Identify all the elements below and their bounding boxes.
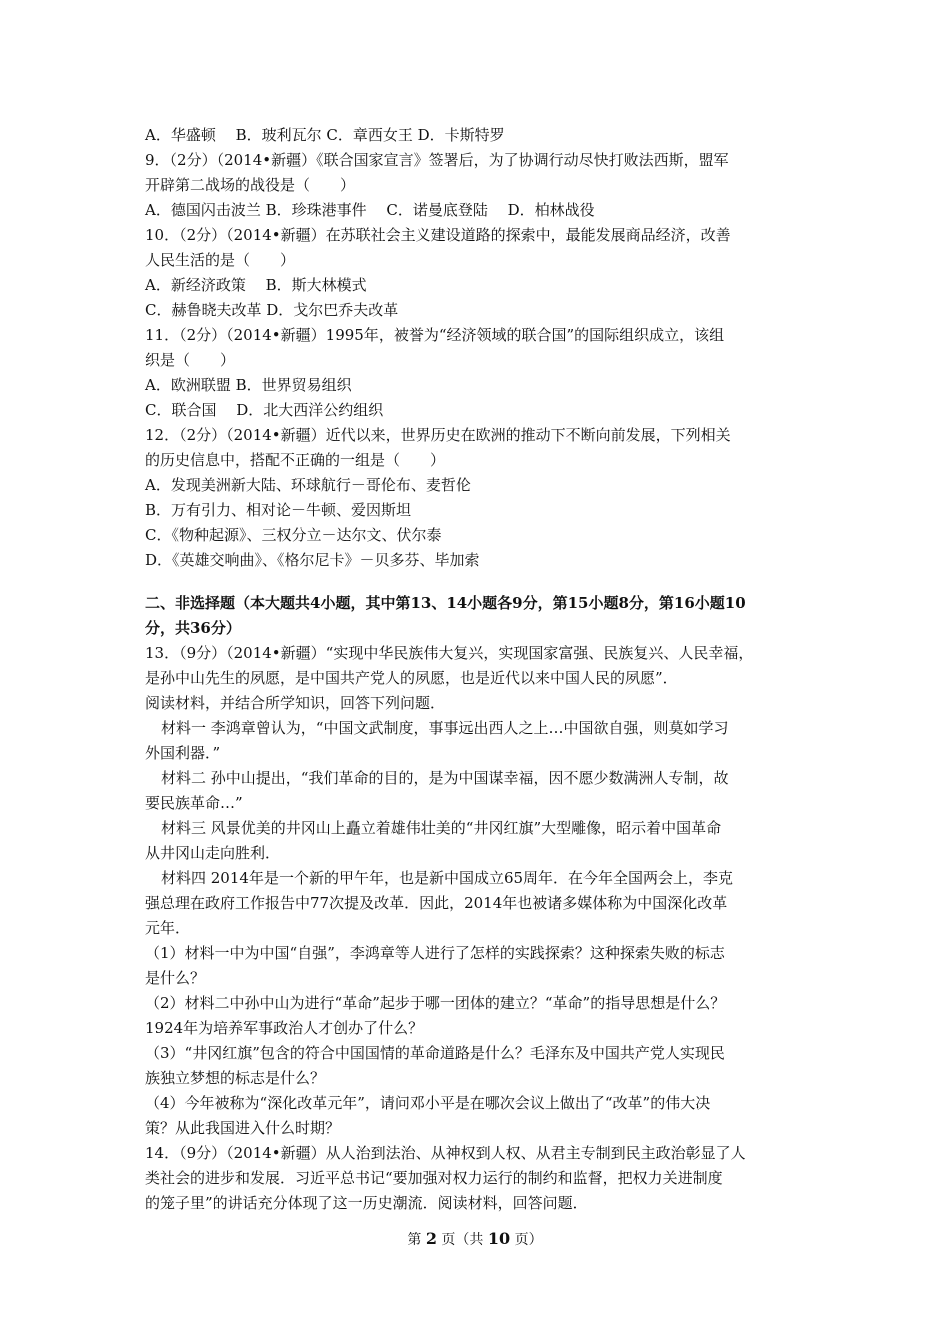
text-line: A．德国闪击波兰 B．珍珠港事件 C．诺曼底登陆 D．柏林战役 (145, 201, 595, 219)
text-line: 10．（2分）（2014•新疆）在苏联社会主义建设道路的探索中，最能发展商品经济，改善 (145, 226, 731, 244)
text-line: 人民生活的是（ ） (145, 251, 296, 269)
question-13-subquestions-and-14 (145, 941, 825, 1216)
section-heading (145, 591, 825, 641)
text-line: A．新经济政策 B．斯大林模式 (145, 276, 367, 294)
text-line: C．联合国 D．北大西洋公约组织 (145, 401, 384, 419)
text-line: A．欧洲联盟 B．世界贸易组织 (145, 376, 352, 394)
material-block (145, 816, 825, 866)
page-footer (0, 1228, 950, 1251)
section-gap (145, 573, 825, 591)
material-line: 强总理在政府工作报告中77次提及改革．因此，2014年也被诸多媒体称为中国深化改革 (145, 894, 728, 912)
text-line: C．赫鲁晓夫改革 D．戈尔巴乔夫改革 (145, 301, 399, 319)
text-line: （2）材料二中孙中山为进行“革命”起步于哪一团体的建立？“革命”的指导思想是什么？ (145, 994, 726, 1012)
page-content (145, 123, 825, 1216)
text-line: 二、非选择题（本大题共4小题，其中第13、14小题各9分，第15小题8分，第16小题10 (145, 594, 746, 612)
question-13-materials (145, 716, 825, 941)
text-line: 开辟第二战场的战役是（ ） (145, 176, 356, 194)
text-line: 的历史信息中，搭配不正确的一组是（ ） (145, 451, 446, 469)
material-block (145, 716, 825, 766)
material-line: 材料三 风景优美的井冈山上矗立着雄伟壮美的“井冈红旗”大型雕像，昭示着中国革命 (161, 819, 722, 837)
material-line: 材料一 李鸿章曾认为，“中国文武制度，事事远出西人之上…中国欲自强，则莫如学习 (161, 719, 729, 737)
text-line: （1）材料一中为中国“自强”，李鸿章等人进行了怎样的实践探索？这种探索失败的标志 (145, 944, 725, 962)
text-line: 14．（9分）（2014•新疆）从人治到法治、从神权到人权、从君主专制到民主政治彰显了人 (145, 1144, 746, 1162)
text-line: A．华盛顿 B．玻利瓦尔 C．章西女王 D．卡斯特罗 (145, 126, 505, 144)
text-line: B．万有引力、相对论－牛顿、爱因斯坦 (145, 501, 412, 519)
text-line: 分，共36分） (145, 619, 241, 637)
text-line: 类社会的进步和发展．习近平总书记“要加强对权力运行的制约和监督，把权力关进制度 (145, 1169, 723, 1187)
text-line: 11．（2分）（2014•新疆）1995年，被誉为“经济领域的联合国”的国际组织成立，该组 (145, 326, 725, 344)
text-line: 9．（2分）（2014•新疆）《联合国家宣言》签署后，为了协调行动尽快打败法西斯，盟军 (145, 151, 729, 169)
text-line: 12．（2分）（2014•新疆）近代以来，世界历史在欧洲的推动下不断向前发展，下列相关 (145, 426, 731, 444)
material-line: 外国利器．” (145, 744, 221, 762)
text-line: （3）“井冈红旗”包含的符合中国国情的革命道路是什么？毛泽东及中国共产党人实现民 (145, 1044, 725, 1062)
text-line: 织是（ ） (145, 351, 236, 369)
material-line: 材料二 孙中山提出，“我们革命的目的，是为中国谋幸福，因不愿少数满洲人专制，故 (161, 769, 729, 787)
text-line: （4）今年被称为“深化改革元年”，请问邓小平是在哪次会议上做出了“改革”的伟大决 (145, 1094, 711, 1112)
footer-total-pages: 10 (487, 1229, 511, 1248)
text-line: 族独立梦想的标志是什么？ (145, 1069, 326, 1087)
material-line: 要民族革命…” (145, 794, 243, 812)
text-line: 13．（9分）（2014•新疆）“实现中华民族伟大复兴，实现国家富强、民族复兴、人民幸福， (145, 644, 754, 662)
text-line: C．《物种起源》、三权分立－达尔文、伏尔泰 (145, 526, 442, 544)
text-line: 策？从此我国进入什么时期？ (145, 1119, 341, 1137)
material-block (145, 766, 825, 816)
text-line: 1924年为培养军事政治人才创办了什么？ (145, 1019, 424, 1037)
material-line: 元年． (145, 919, 191, 937)
footer-page-number: 2 (425, 1229, 437, 1248)
question-13-intro (145, 641, 825, 716)
material-block (145, 866, 825, 941)
text-line: 阅读材料，并结合所学知识，回答下列问题． (145, 694, 446, 712)
text-line: A．发现美洲新大陆、环球航行－哥伦布、麦哲伦 (145, 476, 471, 494)
material-line: 从井冈山走向胜利． (145, 844, 281, 862)
footer-middle: 页（共 (436, 1232, 488, 1248)
questions-8-12 (145, 123, 825, 573)
footer-suffix: 页） (510, 1232, 543, 1248)
material-line: 材料四 2014年是一个新的甲午年，也是新中国成立65周年．在今年全国两会上，李克 (161, 869, 734, 887)
text-line: 是孙中山先生的夙愿，是中国共产党人的夙愿，也是近代以来中国人民的夙愿”． (145, 669, 678, 687)
text-line: 是什么？ (145, 969, 206, 987)
text-line: 的笼子里”的讲话充分体现了这一历史潮流．阅读材料，回答问题． (145, 1194, 588, 1212)
footer-prefix: 第 (407, 1232, 426, 1248)
text-line: D．《英雄交响曲》、《格尔尼卡》－贝多芬、毕加索 (145, 551, 480, 569)
